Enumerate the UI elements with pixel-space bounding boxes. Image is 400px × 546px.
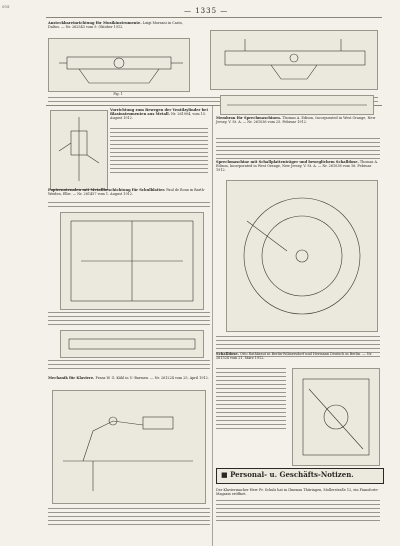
text-lines: [48, 202, 210, 210]
article-body: Nr. 261904, vom 15. August 1912.: [110, 112, 207, 120]
article-body: Luigi Morsani in Casto, Daltos. — Nr. 262543 vom 9. Oktober 1912.: [48, 21, 183, 29]
text-lines: [216, 500, 380, 524]
article-schalldose: [216, 352, 380, 360]
square-icon: ■: [221, 470, 231, 479]
banner-title: Personal- u. Geschäfts-Notizen.: [230, 470, 354, 479]
article-heading: Papiernotenalen mit Metallbeschichtung für Schulblatter.: [48, 188, 166, 192]
article-body: Thomas A. Edison, Incorporated in West Orange, New Jersey, V. St. A. — Nr. 261036 vom 25. Februar 1912.: [216, 116, 376, 124]
article-top: [48, 21, 188, 29]
article-heading: Vorrichtung zum Bewegen der Ventilzylinder bei Blasinstrumenten aus Metall.: [110, 108, 208, 116]
article-heading: Mechanik für Klaviere.: [48, 376, 95, 380]
top-rule: [46, 17, 382, 18]
footer-line: Der Klaviermacher Herr Fr. Schulz hat in Ilmenau Thüringen, Mollerstraße 12, ein Pianoforte-Magazin eröffnet.: [216, 488, 379, 496]
figure-membrane: [220, 95, 374, 115]
figure-device-right: [210, 30, 378, 90]
text-lines: [216, 368, 286, 432]
figure-valve: [50, 110, 108, 190]
article-mechanik: [48, 376, 210, 380]
article-body: Otto Rathkraut in Berlin-Wilmersdorf und Hermann Deutsch in Berlin. — Nr. 261524 vom 21. März 1912.: [216, 352, 373, 360]
article-heading: Membran für Sprechmaschinen.: [216, 116, 282, 120]
figure-gramophone: [226, 180, 378, 332]
figure-plate: [60, 330, 204, 358]
figure-piano-mechanism: [52, 390, 206, 504]
figure-instrument: [48, 38, 190, 92]
article-membran: [216, 116, 380, 124]
article-heading: Sprechmaschine mit Schallplattenträger und beweglichem Schalldose.: [216, 160, 359, 164]
text-lines: [48, 360, 210, 372]
section-banner: [216, 468, 384, 484]
article-sprech: [216, 160, 380, 172]
column-divider: [212, 106, 213, 546]
corner-label: ona: [2, 4, 10, 9]
article-body: Paul de Roux in Barth-Weiden, Elbe. — Nr. 261457 vom 1. August 1912.: [48, 188, 205, 196]
article-body: Franz W. G. Kühl in U.-Barmen. — Nr. 261224 vom 25. April 1912.: [95, 376, 209, 380]
text-lines: [48, 312, 210, 328]
article-heading: Ansteckbareinrichtung für Musikinstrumente.: [48, 21, 142, 25]
text-lines: [216, 138, 380, 162]
figure-sheet: [60, 212, 204, 310]
text-lines: [48, 508, 210, 528]
article-vorrichtung: [110, 108, 210, 120]
article-heading: Schalldose.: [216, 352, 239, 356]
text-lines: [110, 128, 208, 176]
article-papiernoten: [48, 188, 210, 196]
page-number: — 1335 —: [184, 7, 229, 15]
fig-caption: Fig. 1: [113, 92, 123, 96]
article-body: Thomas A. Edison, Incorporated in West Orange, New Jersey, V. St. A. — Nr. 261038 vom 16. Februar 1912.: [216, 160, 378, 172]
figure-soundbox: [292, 368, 380, 466]
